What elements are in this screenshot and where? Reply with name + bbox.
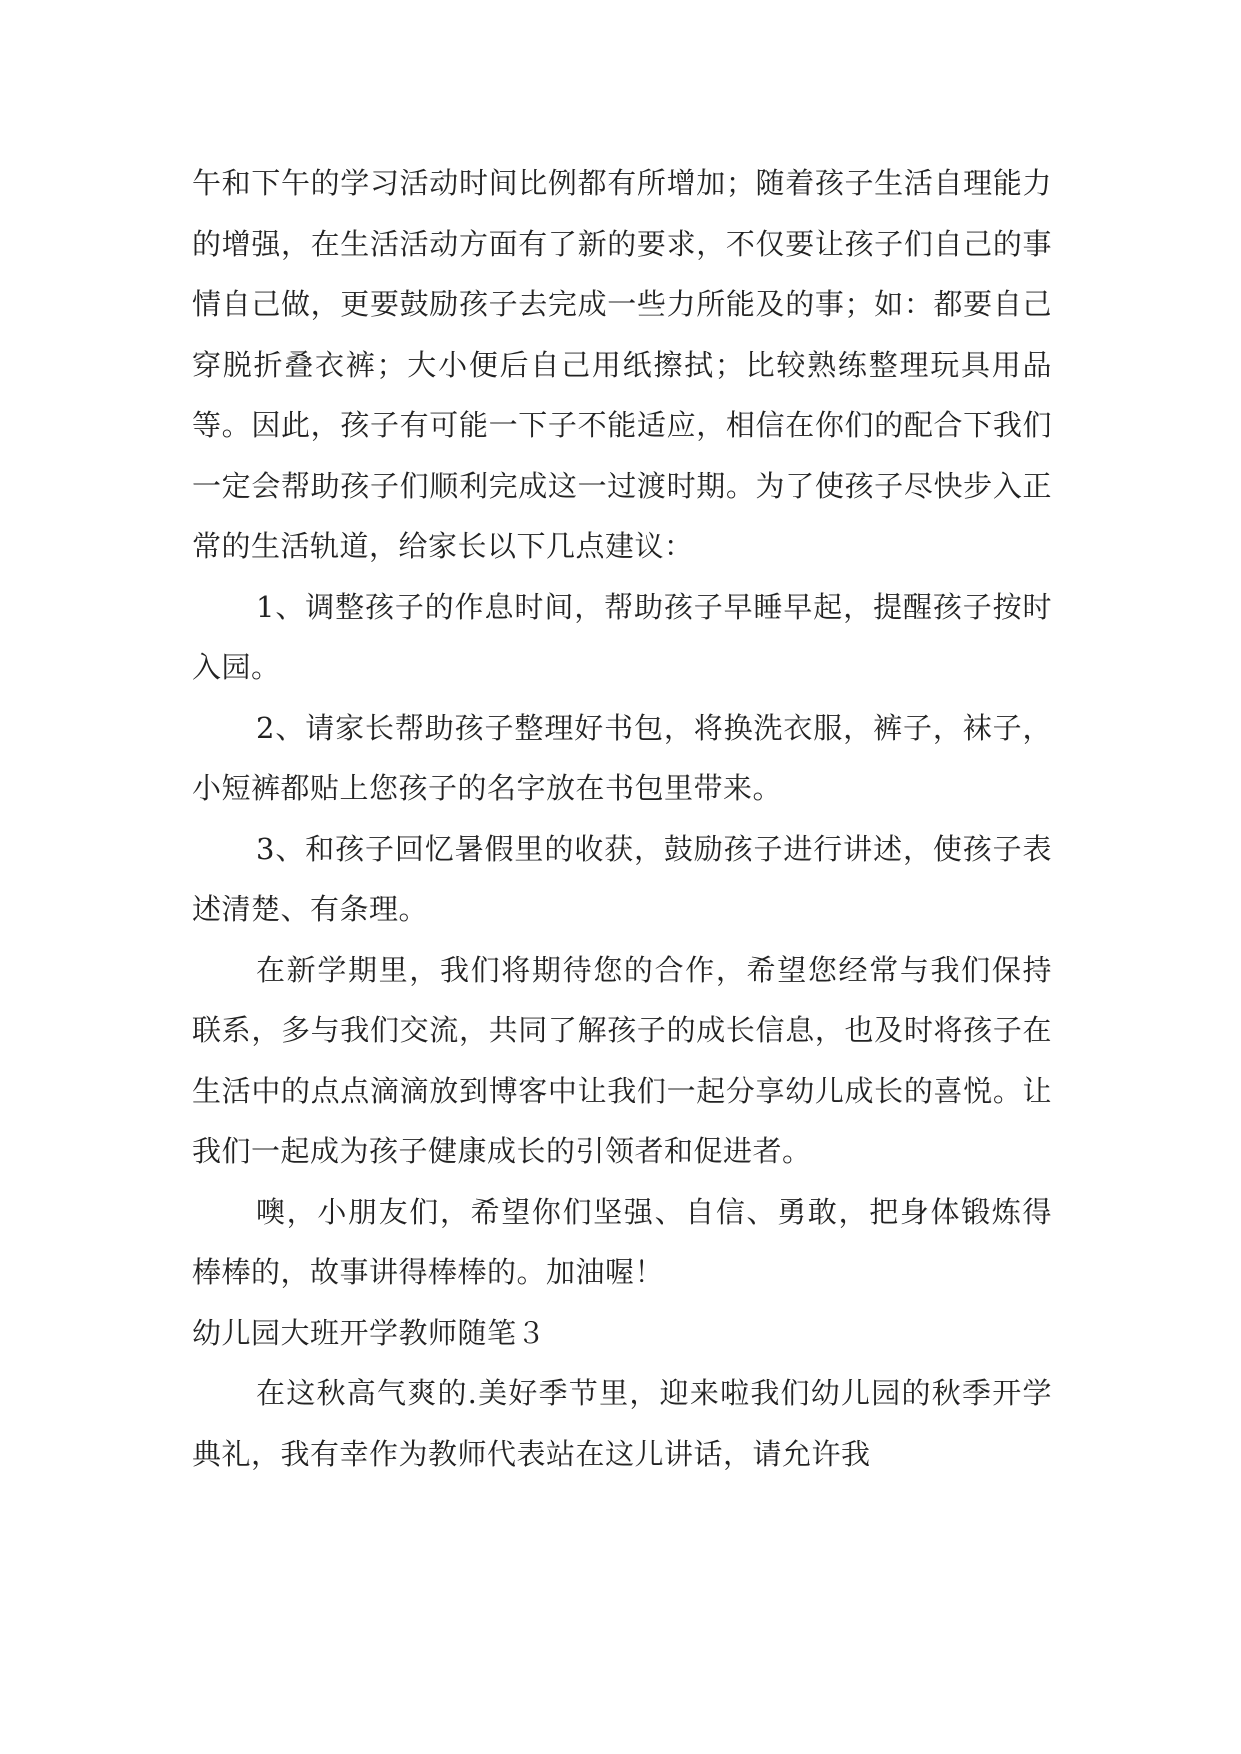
- paragraph-section-3-intro: 在这秋高气爽的.美好季节里，迎来啦我们幼儿园的秋季开学典礼，我有幸作为教师代表站在这儿讲话，请允许我: [192, 1376, 1052, 1471]
- paragraph-suggestion-3: 3、和孩子回忆暑假里的收获，鼓励孩子进行讲述，使孩子表述清楚、有条理。: [192, 831, 1052, 926]
- paragraph-suggestion-2: 2、请家长帮助孩子整理好书包，将换洗衣服，裤子，袜子，小短裤都贴上您孩子的名字放在书包里带来。: [192, 710, 1052, 805]
- section-title: 幼儿园大班开学教师随笔３: [192, 1315, 547, 1350]
- paragraph-encouragement: 噢，小朋友们，希望你们坚强、自信、勇敢，把身体锻炼得棒棒的，故事讲得棒棒的。加油喔！: [192, 1194, 1052, 1289]
- paragraph-suggestion-1: 1、调整孩子的作息时间，帮助孩子早睡早起，提醒孩子按时入园。: [192, 589, 1052, 684]
- paragraph-continued: 午和下午的学习活动时间比例都有所增加；随着孩子生活自理能力的增强，在生活活动方面有了新的要求，不仅要让孩子们自己的事情自己做，更要鼓励孩子去完成一些力所能及的事；如：都要自己穿脱折叠衣裤；大小便后自己用纸擦拭；比较熟练整理玩具用品等。因此，孩子有可能一下子不能适应，相信在你们的配合下我们一定会帮助孩子们顺利完成这一过渡时期。为了使孩子尽快步入正常的生活轨道，给家长以下几点建议：: [192, 166, 1052, 563]
- paragraph-cooperation: 在新学期里，我们将期待您的合作，希望您经常与我们保持联系，多与我们交流，共同了解孩子的成长信息，也及时将孩子在生活中的点点滴滴放到博客中让我们一起分享幼儿成长的喜悦。让我们一起成为孩子健康成长的引领者和促进者。: [192, 952, 1052, 1168]
- document-body: [192, 153, 1052, 1484]
